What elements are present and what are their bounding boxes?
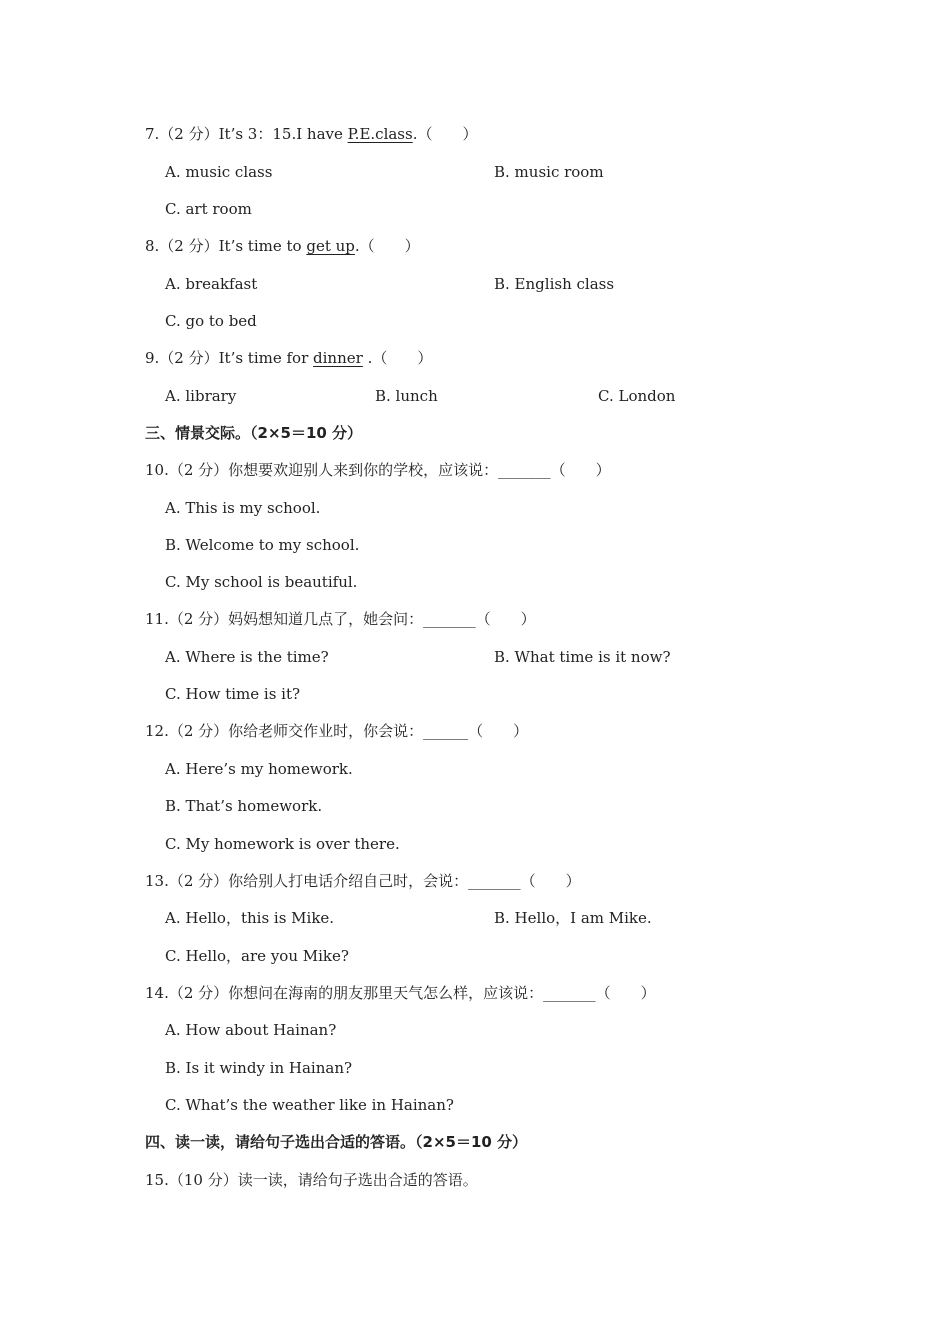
section-4-heading: 四、读一读，请给句子选出合适的答语。（2×5＝10 分） xyxy=(145,1133,528,1151)
q9-option-b: B. lunch xyxy=(375,387,438,405)
q10-option-b: B. Welcome to my school. xyxy=(165,536,360,554)
q13-option-b: B. Hello，I am Mike. xyxy=(494,909,652,927)
q14-option-c: C. What’s the weather like in Hainan? xyxy=(165,1096,454,1114)
q11-option-b: B. What time is it now? xyxy=(494,648,671,666)
q13-option-a: A. Hello，this is Mike. xyxy=(165,909,335,927)
q10-option-c: C. My school is beautiful. xyxy=(165,573,358,591)
question-9-stem xyxy=(145,348,432,368)
q9-option-c: C. London xyxy=(598,387,676,405)
q12-option-a: A. Here’s my homework. xyxy=(165,760,353,778)
q8-prefix: 8.（2 分）It’s time to xyxy=(145,237,307,255)
question-14-stem: 14.（2 分）你想问在海南的朋友那里天气怎么样，应该说：_______（ ） xyxy=(145,984,656,1002)
question-11-stem: 11.（2 分）妈妈想知道几点了，她会问：_______（ ） xyxy=(145,610,536,628)
q14-option-a: A. How about Hainan? xyxy=(165,1021,337,1039)
q9-suffix: .（ ） xyxy=(362,349,433,367)
question-10-stem: 10.（2 分）你想要欢迎别人来到你的学校，应该说：_______（ ） xyxy=(145,461,611,479)
question-15-stem: 15.（10 分）读一读，请给句子选出合适的答语。 xyxy=(145,1171,478,1189)
q7-option-a: A. music class xyxy=(165,163,273,181)
q12-option-c: C. My homework is over there. xyxy=(165,835,400,853)
q12-option-b: B. That’s homework. xyxy=(165,797,323,815)
q11-option-c: C. How time is it? xyxy=(165,685,301,703)
q7-underlined: P.E.class xyxy=(347,125,413,143)
q8-suffix: .（ ） xyxy=(354,237,420,255)
q7-suffix: .（ ） xyxy=(412,125,478,143)
q13-option-c: C. Hello，are you Mike? xyxy=(165,947,349,965)
q10-option-a: A. This is my school. xyxy=(165,499,321,517)
question-13-stem: 13.（2 分）你给别人打电话介绍自己时，会说：_______（ ） xyxy=(145,872,581,890)
q14-option-b: B. Is it windy in Hainan? xyxy=(165,1059,353,1077)
q8-option-a: A. breakfast xyxy=(165,275,258,293)
q8-option-b: B. English class xyxy=(494,275,615,293)
q9-option-a: A. library xyxy=(165,387,237,405)
question-12-stem: 12.（2 分）你给老师交作业时，你会说：______（ ） xyxy=(145,722,529,740)
q9-underlined: dinner xyxy=(313,349,363,367)
q9-prefix: 9.（2 分）It’s time for xyxy=(145,349,314,367)
q7-option-b: B. music room xyxy=(494,163,604,181)
q11-option-a: A. Where is the time? xyxy=(165,648,329,666)
q8-option-c: C. go to bed xyxy=(165,312,257,330)
section-3-heading: 三、情景交际。（2×5＝10 分） xyxy=(145,424,363,442)
question-8-stem xyxy=(145,236,420,256)
q7-prefix: 7.（2 分）It’s 3：15.I have xyxy=(145,125,348,143)
q7-option-c: C. art room xyxy=(165,200,252,218)
question-7-stem xyxy=(145,124,477,144)
q8-underlined: get up xyxy=(306,237,355,255)
